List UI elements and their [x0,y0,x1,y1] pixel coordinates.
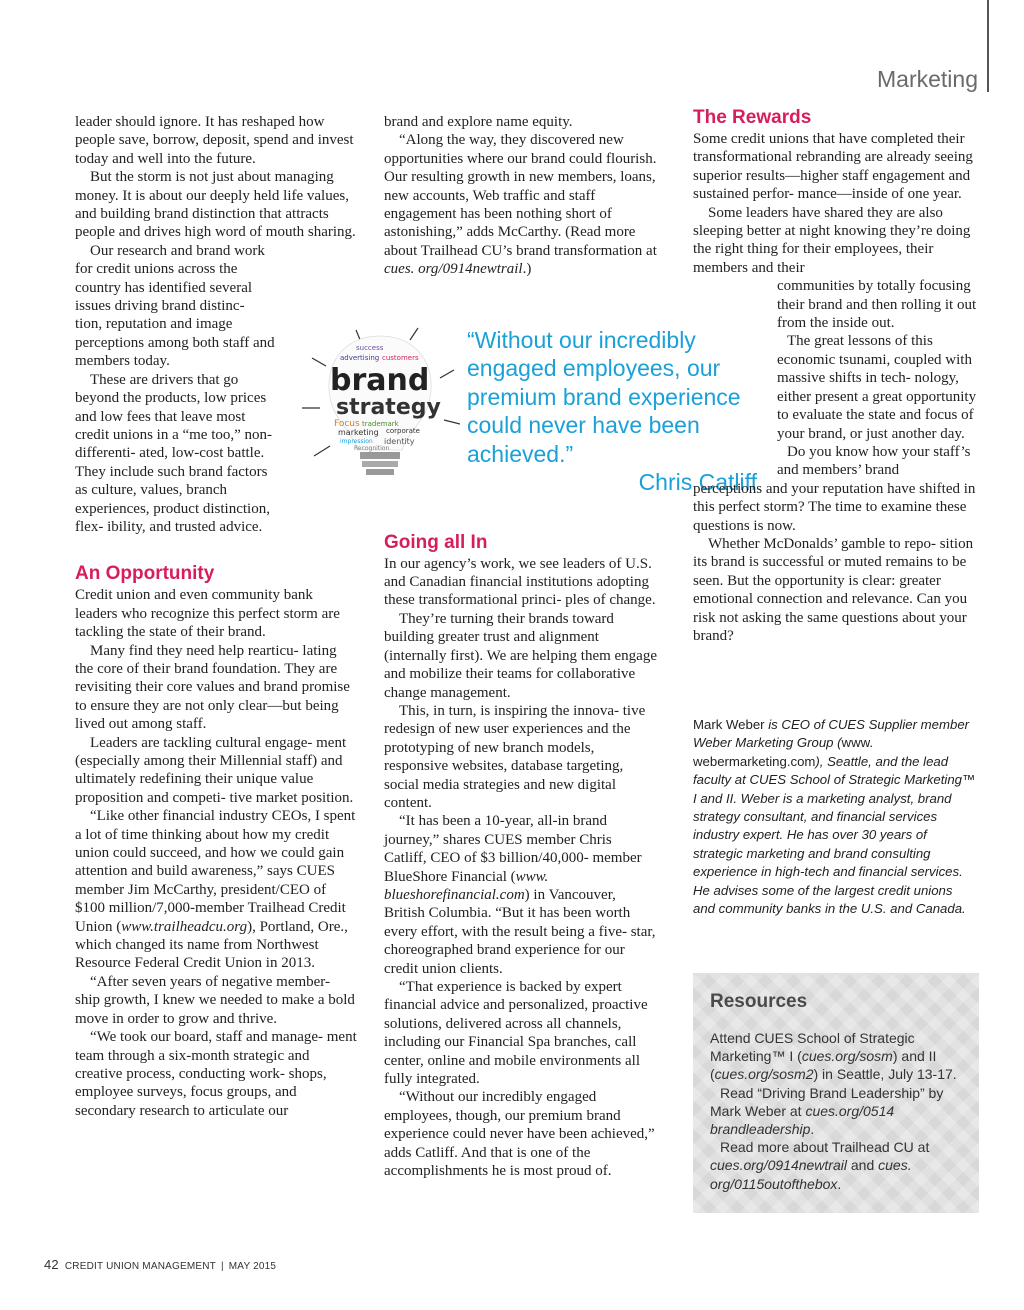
link-sosm[interactable]: cues.org/sosm [801,1048,893,1065]
paragraph: Our research and brand work for credit unions across the country has identified several issues driving brand distinc- tion, reputation and image perceptions among both staff and members today. [75,242,275,370]
paragraph: This, in turn, is inspiring the innova- tive redesign of new user experiences and the prototyping of new branch models, responsive websites, database targeting, social media strategies and new digital content. [384,702,646,811]
bulb-word: Focus [334,419,360,429]
bulb-word: Recognition [354,445,390,452]
paragraph: communities by totally focusing their brand and then rolling it out from the inside out. [777,278,977,332]
resource-item: Read more about Trailhead CU at cues.org/0914newtrail and cues. org/0115outofthebox. [710,1139,930,1192]
paragraph: Credit union and even community bank leaders who recognize this perfect storm are tackling the state of their brand. [75,587,340,641]
paragraph: Some leaders have shared they are also sleeping better at night knowing they’re doing the right thing for their employees, their members and their [693,204,971,276]
footer-separator: | [220,1261,224,1272]
resources-box [693,973,979,1213]
page-number: 42 [44,1257,59,1272]
heading-going-all-in: Going all In [384,531,488,553]
bulb-word: identity [384,437,415,446]
section-label: Marketing [877,66,978,92]
paragraph: perceptions and your reputation have shifted in this perfect storm? The time to examine these questions is now. [693,480,976,534]
link-outofthebox[interactable]: cues. org/0115outofthebox [710,1157,912,1192]
bulb-word: corporate [386,427,420,435]
column-3 [693,106,981,645]
paragraph: “Like other financial industry CEOs, I spent a lot of time thinking about how my credit union could succeed, and how we could gain attention and build awareness,” says CUES member Jim McCarthy, president/CEO of $100 million/7,000-member Trailhead Credit Union (www.trailheadcu.org), Portland, Ore., which changed its name from Northwest Resource Federal Credit Union in 2013. [75,808,356,972]
bulb-word: impression [340,438,373,445]
pull-quote-text: “Without our incredibly engaged employees, our premium brand experience could never have been achieved.” [467,327,741,467]
heading-opportunity: An Opportunity [75,563,215,585]
page-footer [44,1257,276,1272]
pull-quote-attribution: Chris Catliff [638,469,757,496]
link-brandleadership[interactable]: cues.org/0514 brandleadership [710,1102,895,1138]
heading-the-rewards: The Rewards [693,107,812,128]
resources-heading: Resources [710,991,808,1012]
paragraph: “After seven years of negative member- ship growth, I knew we needed to make a bold move in order to grow and thrive. [75,973,355,1027]
paragraph: Do you know how your staff’s and members’ brand [777,443,971,479]
paragraph: leader should ignore. It has reshaped how people save, borrow, deposit, spend and invest today and well into the future. [75,114,354,167]
link-trailhead-article[interactable]: cues. org/0914newtrail [384,261,523,278]
bulb-strategy-text: strategy [336,395,441,420]
column-1 [75,113,357,1120]
issue-date: MAY 2015 [228,1261,277,1272]
link-newtrail[interactable]: cues.org/0914newtrail [710,1157,847,1174]
paragraph: “That experience is backed by expert financial advice and personalized, proactive solutions, delivered across all channels, including our Financial Spa branches, call center, online and mobile environments all fully integrated. [384,979,648,1088]
bulb-word: marketing [338,428,379,437]
bulb-brand-text: brand [330,363,430,398]
resources-body [710,1029,972,1193]
paragraph: brand and explore name equity. [384,114,573,130]
paragraph: “We took our board, staff and manage- ment team through a six-month strategic and creative process, conducting work- shops, employee surveys, focus groups, and secondary research to articulate our [75,1029,357,1119]
resource-item: Attend CUES School of Strategic Marketing™ I (cues.org/sosm) and II (cues.org/sosm2) in Seattle, July 13-17. [710,1030,957,1083]
link-trailheadcu[interactable]: www.trailheadcu.org [121,918,248,935]
link-sosm2[interactable]: cues.org/sosm2 [714,1066,814,1083]
bulb-word: advertising [340,354,380,362]
link-webermarketing[interactable]: www. webermarketing.com [693,735,874,769]
paragraph: Whether McDonalds’ gamble to repo- sition its brand is successful or muted remains to be seen. But the opportunity is clear: greater emotional connection and relevance. Can you risk not asking the same questions about your brand? [693,535,974,644]
paragraph: “It has been a 10-year, all-in brand journey,” shares CUES member Chris Catliff, CEO of $3 billion/40,000- member BlueShore Financial (www. blueshorefinancial.com) in Vancouver, British Columbia. “But it has been worth every effort, with the result being a five- star, choreographed brand experience for our credit union clients. [384,813,656,977]
paragraph: Many find they need help rearticu- lating the core of their brand foundation. They are revisiting their core values and brand promise to ensure they are not only clear—but being lived out among staff. [75,642,350,733]
bulb-word: trademark [362,420,399,428]
paragraph: “Along the way, they discovered new opportunities where our brand could flourish. Our resulting growth in new members, loans, new accounts, Web traffic and staff engagement has been nothing short of astonishing,” adds McCarthy. (Read more about Trailhead CU’s brand transformation at cues. org/0914newtrail.) [384,132,657,278]
paragraph: Some credit unions that have completed their transformational rebranding are already seeing superior results—higher staff engagement and sustained perfor- mance—inside of one year. [693,131,973,203]
bulb-word: customers [382,354,419,362]
author-name: Mark Weber [693,717,765,732]
paragraph: Leaders are tackling cultural engage- ment (especially among their Millennial staff) and ultimately redefining their unique value proposition and competi- tive market position. [75,734,354,806]
resource-item: Read “Driving Brand Leadership” by Mark Weber at cues.org/0514 brandleadership. [710,1084,944,1138]
wrapped-text-block [693,277,981,479]
paragraph: The great lessons of this economic tsunami, coupled with massive shifts in tech- nology, either present a great opportunity to evaluate the state and focus of your brand, or just another day. [777,333,977,442]
paragraph: But the storm is not just about managing money. It is about our deeply held life values, and building brand distinction that attracts people and drives high word of mouth sharing. [75,169,356,241]
paragraph: They’re turning their brands toward building greater trust and alignment (internally first). We are helping them engage and mobilize their teams for collaborative change management. [384,610,657,701]
column-2 [384,113,658,1180]
author-bio: Mark Weber is CEO of CUES Supplier member Weber Marketing Group (www. webermarketing.com), Seattle, and the lead faculty at CUES School of Strategic Marketing™ I and II. Weber is a marketing analyst, brand strategy consultant, and financial services industry expert. He has over 30 years of strategic marketing and brand consulting experience in high-tech and financial services. He advises some of the largest credit unions and community banks in the U.S. and Canada. [693,717,976,917]
publication-name: CREDIT UNION MANAGEMENT [64,1261,216,1272]
paragraph: These are drivers that go beyond the products, low prices and low fees that leave most credit unions in a “me too,” non-differenti- ated, low-cost battle. They include such brand factors as culture, values, branch experiences, product distinction, flex- ibility, and trusted advice. [75,371,273,535]
paragraph: “Without our incredibly engaged employees, though, our premium brand experience could never have been achieved,” adds Catliff. And that is one of the accomplishments he is most proud of. [384,1089,655,1180]
section-rule [987,0,989,92]
paragraph: In our agency’s work, we see leaders of U.S. and Canadian financial institutions adopting these transformational princi- ples of change. [384,555,656,609]
bulb-word: success [356,344,384,352]
link-blueshore[interactable]: www. blueshorefinancial.com [384,868,549,903]
